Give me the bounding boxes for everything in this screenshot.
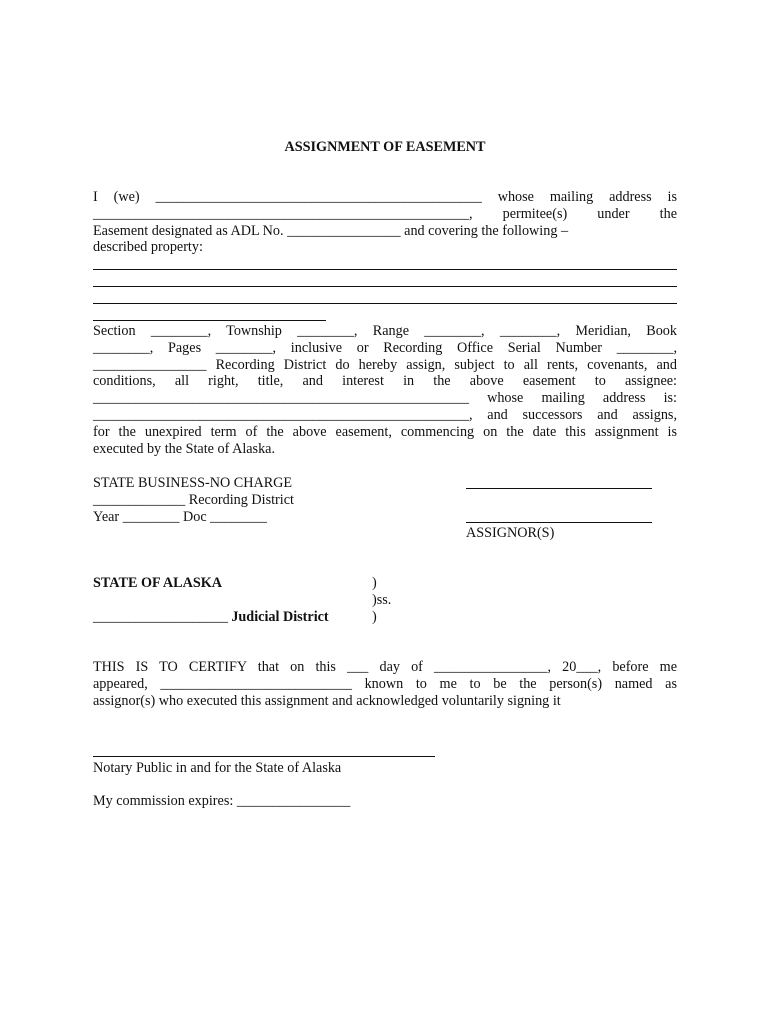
property-blank-line[interactable] [93,307,677,324]
paragraph-line: THIS IS TO CERTIFY that on this ___ day of ________________, 20___, before me [93,659,677,675]
document-title: ASSIGNMENT OF EASEMENT [284,139,486,155]
commission-expires: My commission expires: ________________ [93,793,351,809]
paragraph-line: executed by the State of Alaska. [93,440,276,457]
paragraph-line: appeared, ___________________________ known to me to be the person(s) named as [93,675,677,692]
venue-state: STATE OF ALASKA [93,575,223,591]
assignment-paragraph [93,323,677,457]
recording-block [93,475,393,525]
paragraph-line: _____________________________________________________, permitee(s) under the [93,205,677,222]
assignor-signature-line[interactable] [466,522,652,523]
venue-brackets: ) )ss. ) [372,575,392,625]
certification-paragraph [93,659,677,709]
notary-signature-line[interactable] [93,756,435,757]
notary-label: Notary Public in and for the State of Alaska [93,760,342,776]
paragraph-line: described property: [93,239,203,256]
assignor-signature-line[interactable] [466,488,652,489]
property-blank-line[interactable] [93,290,677,307]
paragraph-line: _____________________________________________________ whose mailing address is: [93,390,677,407]
recording-line: Year ________ Doc ________ [93,508,267,525]
paragraph-line: ________, Pages ________, inclusive or Recording Office Serial Number ________, [93,339,677,356]
venue-block [93,575,413,625]
paragraph-line: I (we) ______________________________________________ whose mailing address is [93,189,677,205]
paragraph-line: Section ________, Township ________, Range ________, ________, Meridian, Book [93,323,677,339]
district-blank: ___________________ [93,608,228,625]
recording-line: STATE BUSINESS-NO CHARGE [93,475,293,491]
paragraph-line: Easement designated as ADL No. ________________ and covering the following – [93,222,569,239]
district-label: Judicial District [231,608,329,625]
paragraph-line: for the unexpired term of the above easement, commencing on the date this assignment is [93,423,677,440]
property-blank-line[interactable] [93,273,677,290]
paragraph-line: ________________ Recording District do hereby assign, subject to all rents, covenants, and [93,356,677,373]
assignor-paragraph [93,189,677,323]
paragraph-line: _____________________________________________________, and successors and assigns, [93,406,677,423]
paragraph-line: assignor(s) who executed this assignment and acknowledged voluntarily signing it [93,692,561,709]
recording-line: _____________ Recording District [93,491,294,508]
assignor-label: ASSIGNOR(S) [466,525,555,541]
property-blank-line[interactable] [93,256,677,273]
paragraph-line: conditions, all right, title, and interest in the above easement to assignee: [93,373,677,390]
